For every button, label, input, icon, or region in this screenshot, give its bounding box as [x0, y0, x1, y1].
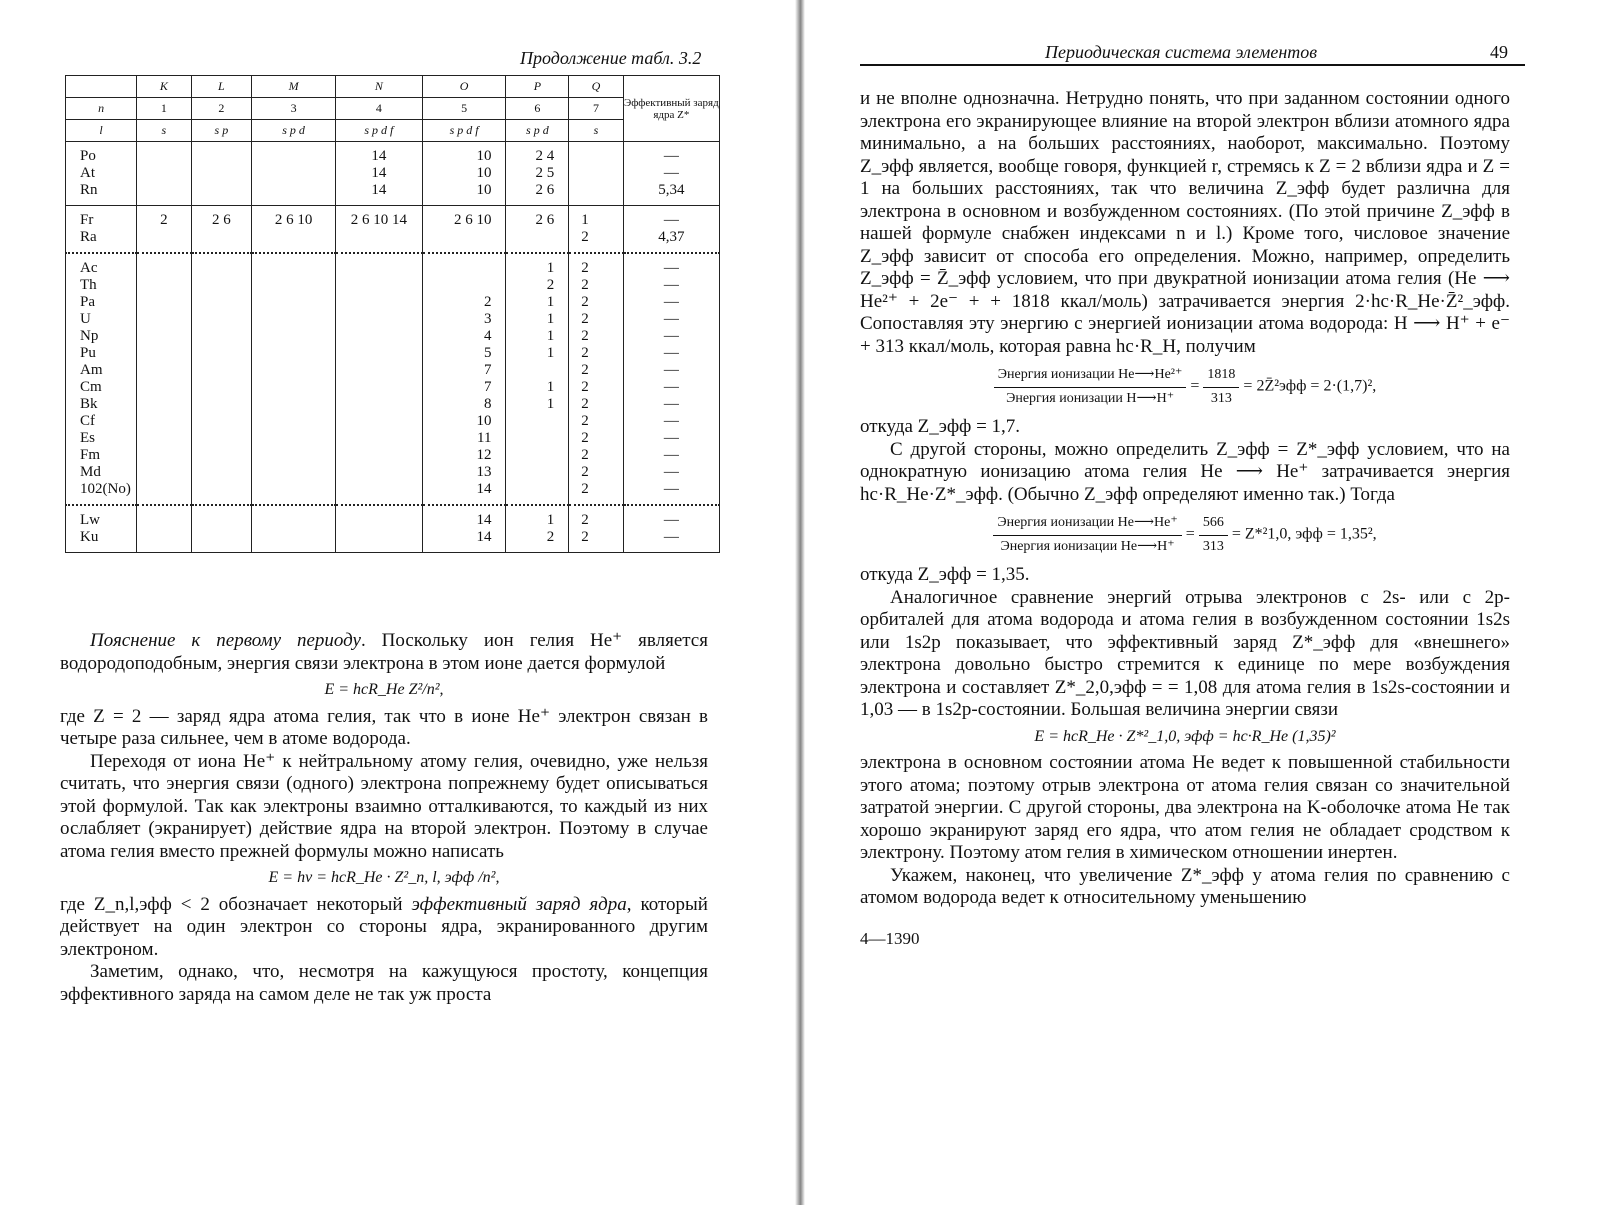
- occupancy-value: [252, 311, 335, 328]
- occupancy-value: 2: [581, 481, 589, 497]
- shell-occupancy-cell: [506, 505, 569, 553]
- n-value: 3: [252, 98, 336, 120]
- occupancy-value: [506, 362, 554, 379]
- effective-charge-value: —: [663, 379, 679, 395]
- occupancy-value: 2 6 10: [274, 212, 313, 228]
- occupancy-value: [192, 345, 252, 362]
- l-value: s: [137, 120, 191, 142]
- paragraph: Аналогичное сравнение энергий отрыва электронов с 2s- или с 2p-орбиталей для атома водорода и атома гелия в возбужденном состоянии 1s2s или 1s2p показывает, что эффективный заряд Z*_эфф для «внешнего» электрона довольно быстро стремится к единице по мере возбуждения электрона и составляет Z*_2,0,эфф = = 1,08 для атома гелия в 1s2s-состоянии и 1,03 — в 1s2p-состоянии. Большая величина энергии связи: [860, 586, 1510, 720]
- occupancy-value: [423, 260, 492, 277]
- occupancy-value: 2: [581, 277, 589, 293]
- element-symbol: Es: [80, 430, 95, 446]
- n-value: 4: [335, 98, 422, 120]
- shell-occupancy-cell: [506, 206, 569, 254]
- occupancy-value: [581, 165, 622, 182]
- shell-occupancy-cell: [191, 505, 252, 553]
- occupancy-value: 2: [581, 328, 589, 344]
- shell-occupancy-cell: [191, 253, 252, 505]
- effective-charge-value: —: [663, 413, 679, 429]
- occupancy-value: [506, 447, 554, 464]
- occupancy-value: 2: [581, 464, 589, 480]
- element-symbol: Cm: [80, 379, 102, 395]
- element-symbol: Ra: [80, 229, 97, 245]
- shell-occupancy-cell: [422, 206, 506, 254]
- paragraph: откуда Z_эфф = 1,35.: [860, 564, 1030, 585]
- effective-charge-value: —: [663, 212, 679, 228]
- element-group-row: [66, 142, 720, 206]
- ratio-formula-1: $\frac{\text{Энергия ионизации He⟶He²⁺}}{\text{Энергия ионизации H⟶H⁺}}$ = $\frac{1818}{313}$ = 2Z̄²эфф = 2·(1,7)²,: [860, 364, 1510, 410]
- occupancy-value: [336, 362, 422, 379]
- shell-occupancy-cell: [252, 206, 336, 254]
- occupancy-value: [252, 362, 335, 379]
- element-symbol: U: [80, 311, 91, 327]
- shell-occupancy-cell: [569, 142, 623, 206]
- occupancy-value: 2 6: [535, 182, 555, 198]
- occupancy-value: [423, 229, 492, 246]
- occupancy-value: 14: [476, 512, 492, 528]
- occupancy-value: 2: [581, 229, 589, 245]
- occupancy-value: 2: [581, 512, 589, 528]
- effective-charge-value: —: [663, 260, 679, 276]
- occupancy-value: 7: [483, 379, 492, 395]
- occupancy-value: [137, 481, 190, 498]
- shell-occupancy-cell: [506, 142, 569, 206]
- occupancy-value: [506, 464, 554, 481]
- occupancy-value: [137, 379, 190, 396]
- shell-header: N: [335, 76, 422, 98]
- shell-header-row: [66, 76, 720, 98]
- n-header-row: [66, 98, 720, 120]
- element-symbol: Cf: [80, 413, 95, 429]
- occupancy-value: [336, 328, 422, 345]
- occupancy-value: 2: [483, 294, 492, 310]
- shell-header: L: [191, 76, 252, 98]
- occupancy-value: 8: [483, 396, 492, 412]
- effective-charge-cell: [623, 206, 719, 254]
- occupancy-value: 12: [476, 447, 492, 463]
- occupancy-value: [137, 182, 190, 199]
- shell-occupancy-cell: [137, 206, 191, 254]
- n-label: n: [66, 98, 137, 120]
- l-value: s p d: [252, 120, 336, 142]
- effective-charge-value: —: [663, 345, 679, 361]
- section-heading: Пояснение к первому периоду: [90, 630, 361, 651]
- effective-charge-value: —: [663, 294, 679, 310]
- occupancy-value: [137, 447, 190, 464]
- occupancy-value: 2: [581, 345, 589, 361]
- occupancy-value: [336, 345, 422, 362]
- occupancy-value: [252, 229, 335, 246]
- occupancy-value: 2: [546, 529, 555, 545]
- shell-occupancy-cell: [569, 253, 623, 505]
- element-symbols-cell: [66, 206, 137, 254]
- l-value: s p d f: [335, 120, 422, 142]
- paragraph: электрона в основном состоянии атома He ведет к повышенной стабильности этого атома; поэтому отрыв электрона от атома гелия связан со значительной затратой энергии. С другой стороны, два электрона на K-оболочке атома He так хорошо экранируют заряд его ядра, что атом гелия не обладает сродством к электрону. Поэтому атом гелия в химическом отношении инертен.: [860, 752, 1510, 863]
- occupancy-value: [252, 182, 335, 199]
- occupancy-value: 2: [581, 362, 589, 378]
- effective-charge-value: —: [663, 481, 679, 497]
- occupancy-value: 2: [581, 260, 589, 276]
- occupancy-value: [192, 362, 252, 379]
- occupancy-value: [252, 447, 335, 464]
- occupancy-value: [506, 413, 554, 430]
- occupancy-value: 14: [476, 481, 492, 497]
- occupancy-value: 10: [476, 413, 492, 429]
- occupancy-value: [137, 294, 190, 311]
- book-spine: [795, 0, 805, 1205]
- occupancy-value: [192, 464, 252, 481]
- occupancy-value: 2: [581, 413, 589, 429]
- occupancy-value: [137, 148, 190, 165]
- n-value: 2: [191, 98, 252, 120]
- occupancy-value: [137, 430, 190, 447]
- occupancy-value: 2 5: [535, 165, 555, 181]
- element-symbols-cell: [66, 142, 137, 206]
- effective-charge-cell: [623, 253, 719, 505]
- occupancy-value: [252, 328, 335, 345]
- l-value: s p d f: [422, 120, 506, 142]
- occupancy-value: 1: [546, 260, 555, 276]
- occupancy-value: [137, 345, 190, 362]
- occupancy-value: 2: [160, 212, 168, 228]
- effective-charge-value: —: [663, 529, 679, 545]
- shell-occupancy-cell: [137, 253, 191, 505]
- occupancy-value: [252, 148, 335, 165]
- effective-charge-value: 5,34: [658, 182, 685, 198]
- effective-charge-value: —: [663, 165, 679, 181]
- occupancy-value: 13: [476, 464, 492, 480]
- occupancy-value: 2: [581, 379, 589, 395]
- occupancy-value: [192, 165, 252, 182]
- occupancy-value: [336, 260, 422, 277]
- occupancy-value: 5: [483, 345, 492, 361]
- occupancy-value: [137, 396, 190, 413]
- shell-occupancy-cell: [335, 142, 422, 206]
- occupancy-value: 2: [581, 430, 589, 446]
- shell-occupancy-cell: [335, 505, 422, 553]
- ratio-formula-2: $\frac{\text{Энергия ионизации He⟶He⁺}}{\text{Энергия ионизации He⟶H⁺}}$ = $\frac{566}{313}$ = Z*²1,0, эфф = 1,35²,: [860, 512, 1510, 558]
- occupancy-value: [336, 294, 422, 311]
- occupancy-value: [252, 260, 335, 277]
- header-rule: [860, 64, 1525, 66]
- paragraph: откуда Z_эфф = 1,7.: [860, 416, 1021, 437]
- formula: E = hν = hcR_He · Z²_n, l, эфф /n²,: [268, 869, 500, 886]
- shell-occupancy-cell: [252, 505, 336, 553]
- occupancy-value: [192, 447, 252, 464]
- occupancy-value: 2: [581, 311, 589, 327]
- occupancy-value: 2 6 10 14: [350, 212, 407, 228]
- element-symbol: Fm: [80, 447, 101, 463]
- printer-signature: 4—1390: [860, 928, 920, 948]
- occupancy-value: 14: [371, 165, 387, 181]
- occupancy-value: 2 6: [535, 212, 555, 228]
- occupancy-value: [252, 277, 335, 294]
- electron-configuration-table: [65, 75, 720, 553]
- occupancy-value: [336, 379, 422, 396]
- shell-occupancy-cell: [137, 142, 191, 206]
- occupancy-value: 1: [546, 328, 555, 344]
- occupancy-value: [192, 512, 252, 529]
- occupancy-value: 1: [581, 212, 589, 228]
- element-symbol: Lw: [80, 512, 100, 528]
- effective-charge-value: —: [663, 311, 679, 327]
- effective-charge-value: —: [663, 277, 679, 293]
- element-symbol: Np: [80, 328, 99, 344]
- effective-charge-cell: [623, 505, 719, 553]
- occupancy-value: [252, 345, 335, 362]
- occupancy-value: 2: [581, 396, 589, 412]
- occupancy-value: 2 6: [212, 212, 231, 228]
- occupancy-value: [336, 447, 422, 464]
- occupancy-value: [506, 481, 554, 498]
- occupancy-value: [336, 464, 422, 481]
- occupancy-value: [336, 529, 422, 546]
- shell-occupancy-cell: [422, 505, 506, 553]
- shell-occupancy-cell: [506, 253, 569, 505]
- occupancy-value: [192, 529, 252, 546]
- occupancy-value: [336, 311, 422, 328]
- occupancy-value: 1: [546, 294, 555, 310]
- element-symbol: Ac: [80, 260, 98, 276]
- occupancy-value: [506, 430, 554, 447]
- shell-occupancy-cell: [422, 253, 506, 505]
- element-symbol: Pu: [80, 345, 96, 361]
- occupancy-value: 1: [546, 379, 555, 395]
- paragraph: Переходя от иона He⁺ к нейтральному атому гелия, очевидно, уже нельзя считать, что энергия связи (одного) электрона попрежнему будет описываться этой формулой. Так как электроны взаимно отталкиваются, то каждый из них ослабляет (экранирует) действие ядра на второй электрон. Поэтому в случае атома гелия вместо прежней формулы можно написать: [60, 750, 708, 862]
- l-label: l: [66, 120, 137, 142]
- occupancy-value: [336, 512, 422, 529]
- shell-occupancy-cell: [137, 505, 191, 553]
- shell-occupancy-cell: [335, 206, 422, 254]
- effective-charge-value: —: [663, 447, 679, 463]
- effective-charge-header: Эффективный заряд ядра Z*: [623, 76, 719, 142]
- element-symbol: Pa: [80, 294, 95, 310]
- formula: E = hcR_He · Z*²_1,0, эфф = hc·R_He (1,35)²: [1034, 727, 1336, 745]
- occupancy-value: 2: [581, 447, 589, 463]
- l-value: s: [569, 120, 623, 142]
- effective-charge-value: —: [663, 464, 679, 480]
- occupancy-value: [336, 277, 422, 294]
- occupancy-value: [252, 512, 335, 529]
- page-number: 49: [1490, 42, 1508, 62]
- occupancy-value: [252, 481, 335, 498]
- element-symbol: At: [80, 165, 95, 181]
- occupancy-value: [137, 277, 190, 294]
- table-continuation-title: Продолжение табл. 3.2: [520, 48, 702, 68]
- effective-charge-value: —: [663, 148, 679, 164]
- occupancy-value: 10: [476, 182, 492, 198]
- occupancy-value: [137, 512, 190, 529]
- occupancy-value: 10: [476, 148, 492, 164]
- shell-header: M: [252, 76, 336, 98]
- element-symbol: Rn: [80, 182, 98, 198]
- occupancy-value: [336, 396, 422, 413]
- left-page: [0, 0, 790, 1205]
- paragraph: где Z_n,l,эфф < 2 обозначает некоторый эффективный заряд ядра, который действует на один электрон со стороны ядра, экранированного другим электроном.: [60, 893, 708, 960]
- occupancy-value: 2: [581, 529, 589, 545]
- element-group-row: [66, 206, 720, 254]
- n-value: 1: [137, 98, 191, 120]
- occupancy-value: [192, 328, 252, 345]
- occupancy-value: [192, 311, 252, 328]
- occupancy-value: [192, 430, 252, 447]
- occupancy-value: [252, 430, 335, 447]
- occupancy-value: [192, 413, 252, 430]
- occupancy-value: 7: [483, 362, 492, 378]
- occupancy-value: [336, 413, 422, 430]
- occupancy-value: [581, 148, 622, 165]
- element-symbol: Am: [80, 362, 103, 378]
- element-symbol: Ku: [80, 529, 99, 545]
- left-body-text: [60, 630, 708, 1006]
- n-value: 7: [569, 98, 623, 120]
- occupancy-value: [137, 165, 190, 182]
- l-value: s p d: [506, 120, 569, 142]
- effective-charge-value: 4,37: [658, 229, 685, 245]
- occupancy-value: 14: [476, 529, 492, 545]
- element-symbols-cell: [66, 505, 137, 553]
- occupancy-value: 10: [476, 165, 492, 181]
- occupancy-value: [137, 229, 190, 246]
- l-value: s p: [191, 120, 252, 142]
- occupancy-value: 1: [546, 396, 555, 412]
- occupancy-value: [137, 311, 190, 328]
- occupancy-value: [137, 529, 190, 546]
- n-value: 5: [422, 98, 506, 120]
- element-symbol: Th: [80, 277, 97, 293]
- paragraph: Заметим, однако, что, несмотря на кажущуюся простоту, концепция эффективного заряда на самом деле не так уж проста: [60, 961, 708, 1005]
- occupancy-value: [192, 294, 252, 311]
- paragraph: Укажем, наконец, что увеличение Z*_эфф у атома гелия по сравнению с атомом водорода ведет к относительному уменьшению: [860, 864, 1510, 908]
- occupancy-value: [252, 413, 335, 430]
- paragraph: С другой стороны, можно определить Z_эфф = Z*_эфф условием, что на однократную ионизацию атома гелия He ⟶ He⁺ затрачивается энергия hc·R_He·Z*_эфф. (Обычно Z_эфф определяют именно так.) Тогда: [860, 438, 1510, 505]
- occupancy-value: [506, 229, 554, 246]
- shell-occupancy-cell: [335, 253, 422, 505]
- shell-header: Q: [569, 76, 623, 98]
- occupancy-value: 11: [477, 430, 492, 446]
- shell-header: K: [137, 76, 191, 98]
- right-body-text: [860, 88, 1510, 950]
- effective-charge-value: —: [663, 430, 679, 446]
- occupancy-value: 14: [371, 182, 387, 198]
- shell-occupancy-cell: [191, 206, 252, 254]
- occupancy-value: [252, 396, 335, 413]
- occupancy-value: 1: [546, 345, 555, 361]
- shell-header: O: [422, 76, 506, 98]
- l-header-row: [66, 120, 720, 142]
- shell-occupancy-cell: [191, 142, 252, 206]
- occupancy-value: [137, 328, 190, 345]
- occupancy-value: 2 4: [535, 148, 555, 164]
- occupancy-value: 3: [483, 311, 492, 327]
- occupancy-value: 2: [546, 277, 555, 293]
- occupancy-value: [192, 182, 252, 199]
- occupancy-value: [252, 529, 335, 546]
- element-symbol: Fr: [80, 212, 94, 228]
- effective-charge-cell: [623, 142, 719, 206]
- element-symbol: 102(No): [80, 481, 131, 497]
- occupancy-value: [336, 229, 422, 246]
- occupancy-value: [192, 277, 252, 294]
- paragraph: и не вполне однозначна. Нетрудно понять, что при заданном состоянии одного электрона его экранирующее влияние на второй электрон вблизи атомного ядра минимально, а на больших расстояниях, наоборот, максимально. Поэтому Z_эфф является, вообще говоря, функцией r, стремясь к Z = 2 вблизи ядра и Z = 1 на больших расстояниях, так что величина Z_эфф будет различна для электрона в основном и возбужденном состояниях. (По этой причине Z_эфф в нашей формуле снабжен индексами n и l.) Кроме того, числовое значение Z_эфф зависит от способа его определения. Можно, например, определить Z_эфф = Z̄_эфф условием, что при двукратной ионизации атома гелия (He ⟶ He²⁺ + 2e⁻ + + 1818 ккал/моль) затрачивается энергия 2·hc·R_He·Z̄²_эфф. Сопоставляя эту энергию с энергией ионизации атома водорода: H ⟶ H⁺ + e⁻ + 313 ккал/моль, которая равна hc·R_H, получим: [860, 88, 1510, 357]
- occupancy-value: 2 6 10: [453, 212, 492, 228]
- effective-charge-value: —: [663, 396, 679, 412]
- effective-charge-value: —: [663, 512, 679, 528]
- shell-occupancy-cell: [569, 206, 623, 254]
- occupancy-value: [137, 362, 190, 379]
- occupancy-value: 1: [546, 311, 555, 327]
- occupancy-value: 4: [483, 328, 492, 344]
- occupancy-value: 2: [581, 294, 589, 310]
- occupancy-value: [423, 277, 492, 294]
- element-symbol: Po: [80, 148, 96, 164]
- paragraph: Пояснение к первому периоду. Поскольку ион гелия He⁺ является водородоподобным, энергия связи электрона в этом ионе дается формулой: [60, 630, 708, 674]
- shell-occupancy-cell: [252, 142, 336, 206]
- element-group-row: [66, 505, 720, 553]
- shell-header: P: [506, 76, 569, 98]
- paragraph: где Z = 2 — заряд ядра атома гелия, так что в ионе He⁺ электрон связан в четыре раза сильнее, чем в атоме водорода.: [60, 705, 708, 749]
- occupancy-value: [252, 464, 335, 481]
- occupancy-value: 1: [546, 512, 555, 528]
- n-value: 6: [506, 98, 569, 120]
- occupancy-value: [137, 413, 190, 430]
- occupancy-value: 14: [371, 148, 387, 164]
- element-symbols-cell: [66, 253, 137, 505]
- occupancy-value: [581, 182, 622, 199]
- occupancy-value: [336, 481, 422, 498]
- element-group-row: [66, 253, 720, 505]
- occupancy-value: [192, 229, 252, 246]
- occupancy-value: [192, 260, 252, 277]
- occupancy-value: [252, 379, 335, 396]
- effective-charge-value: —: [663, 328, 679, 344]
- shell-occupancy-cell: [252, 253, 336, 505]
- running-title: Периодическая система элементов: [1045, 42, 1318, 62]
- occupancy-value: [192, 396, 252, 413]
- occupancy-value: [252, 165, 335, 182]
- occupancy-value: [192, 148, 252, 165]
- element-symbol: Bk: [80, 396, 98, 412]
- shell-occupancy-cell: [569, 505, 623, 553]
- formula: E = hcR_He Z²/n²,: [324, 681, 444, 698]
- occupancy-value: [252, 294, 335, 311]
- occupancy-value: [192, 379, 252, 396]
- table-body: [66, 142, 720, 553]
- occupancy-value: [137, 464, 190, 481]
- occupancy-value: [192, 481, 252, 498]
- occupancy-value: [336, 430, 422, 447]
- effective-charge-value: —: [663, 362, 679, 378]
- shell-occupancy-cell: [422, 142, 506, 206]
- occupancy-value: [137, 260, 190, 277]
- element-symbol: Md: [80, 464, 101, 480]
